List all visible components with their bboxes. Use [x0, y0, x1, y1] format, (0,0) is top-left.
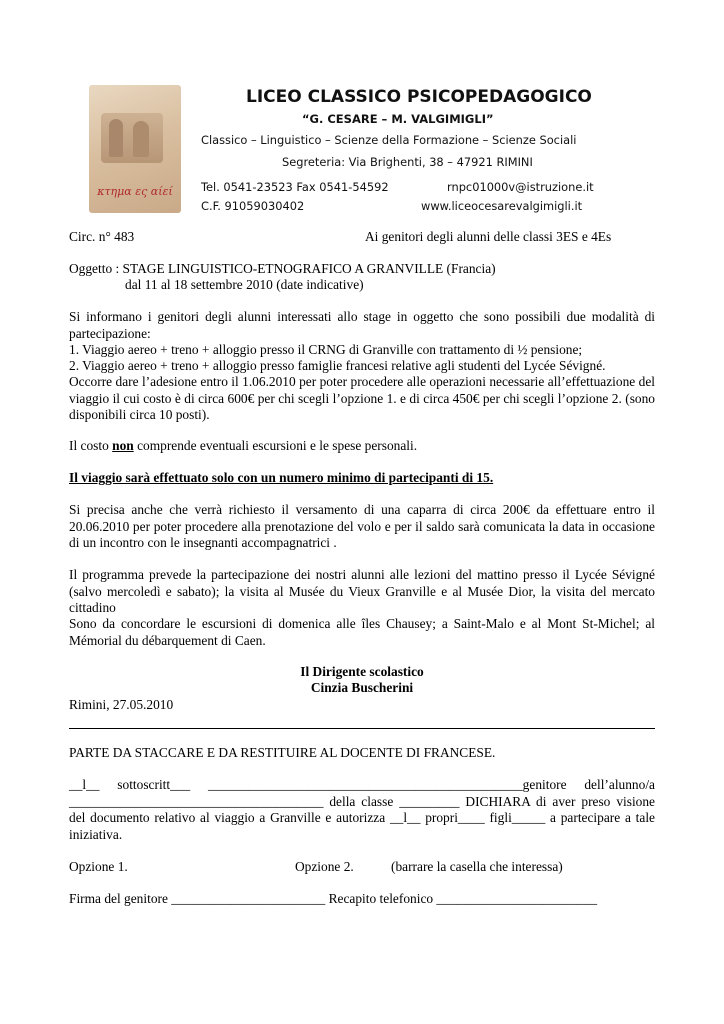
- cut-line: [69, 728, 655, 729]
- circular-number: Circ. n° 483: [69, 229, 135, 244]
- cost-note-c: comprende eventuali escursioni e le spese personali.: [133, 438, 418, 453]
- cost-note-a: Il costo: [69, 438, 113, 453]
- minimum-participants-text: Il viaggio sarà effettuato solo con un numero minimo di partecipanti di 15.: [69, 470, 494, 485]
- school-tel-fax: Tel. 0541-23523 Fax 0541-54592: [201, 180, 389, 194]
- school-name: LICEO CLASSICO PSICOPEDAGOGICO: [246, 87, 592, 107]
- slip-declaration: __l__ sottoscritt___ _______________________________________________genitore dell’alunno/a ______________________________________ della classe _________ DICHIARA di aver preso visione del documento relativo al viaggio a Granville e autorizza __l__ propri____ figli_____ a partecipare a tale iniziativa.: [69, 777, 655, 842]
- cost-note-emphasis: non: [112, 438, 134, 453]
- deposit-paragraph: Si precisa anche che verrà richiesto il versamento di una caparra di circa 200€ da effettuare entro il 20.06.2010 per poter procedere alla prenotazione del volo e per il saldo sarà comunicata la data in occasione di un incontro con le insegnanti accompagnatrici .: [69, 502, 655, 551]
- recipients: Ai genitori degli alunni delle classi 3ES e 4Es: [365, 229, 612, 244]
- minimum-participants-notice: [69, 470, 493, 487]
- school-address: Segreteria: Via Brighenti, 38 – 47921 RIMINI: [282, 155, 533, 169]
- excursions-paragraph: Sono da concordare le escursioni di domenica alle îles Chausey; a Saint-Malo e al Mont St-Michel; al Mémorial du débarquement di Caen.: [69, 616, 655, 648]
- program-paragraph: Il programma prevede la partecipazione dei nostri alunni alle lezioni del mattino presso il Lycée Sévigné (salvo mercoledì e sabato); la visita al Musée du Vieux Granville e al Musée Dior, la visita del mercato cittadino: [69, 567, 655, 616]
- school-logo: [89, 85, 181, 213]
- slip-option-2: Opzione 2.: [295, 859, 354, 874]
- school-website: www.liceocesarevalgimigli.it: [421, 199, 583, 213]
- school-tracks: Classico – Linguistico – Scienze della Formazione – Scienze Sociali: [201, 133, 577, 147]
- cost-note: [69, 438, 417, 455]
- place-date: Rimini, 27.05.2010: [69, 697, 174, 712]
- logo-figure: [109, 119, 123, 157]
- school-subtitle: “G. CESARE – M. VALGIMIGLI”: [302, 112, 494, 126]
- intro-paragraph: Si informano i genitori degli alunni interessati allo stage in oggetto che sono possibili due modalità di partecipazione:: [69, 309, 655, 341]
- subject-dates: dal 11 al 18 settembre 2010 (date indicative): [125, 277, 364, 292]
- slip-signature-line: Firma del genitore _______________________ Recapito telefonico ________________________: [69, 891, 598, 906]
- slip-title: PARTE DA STACCARE E DA RESTITUIRE AL DOCENTE DI FRANCESE.: [69, 745, 496, 760]
- school-email: rnpc01000v@istruzione.it: [447, 180, 594, 194]
- subject-line: Oggetto : STAGE LINGUISTICO-ETNOGRAFICO A GRANVILLE (Francia): [69, 261, 496, 276]
- option-2-text: 2. Viaggio aereo + treno + alloggio presso famiglie francesi relative agli studenti del Lycée Sévigné.: [69, 358, 606, 373]
- signature-role: Il Dirigente scolastico: [300, 664, 424, 679]
- option-1-text: 1. Viaggio aereo + treno + alloggio presso il CRNG di Granville con trattamento di ½ pensione;: [69, 342, 583, 357]
- school-cf: C.F. 91059030402: [201, 199, 305, 213]
- deadline-paragraph: Occorre dare l’adesione entro il 1.06.2010 per poter procedere alle operazioni necessarie all’effettuazione del viaggio il cui costo è di circa 600€ per chi scegli l’opzione 1. e di circa 450€ per chi scegli l’opzione 2. (sono disponibili circa 10 posti).: [69, 374, 655, 423]
- slip-option-note: (barrare la casella che interessa): [391, 859, 563, 874]
- logo-motto: κτημα ες αίεί: [97, 185, 173, 198]
- signature-name: Cinzia Buscherini: [310, 680, 414, 695]
- slip-option-1: Opzione 1.: [69, 859, 128, 874]
- logo-figure: [133, 121, 149, 157]
